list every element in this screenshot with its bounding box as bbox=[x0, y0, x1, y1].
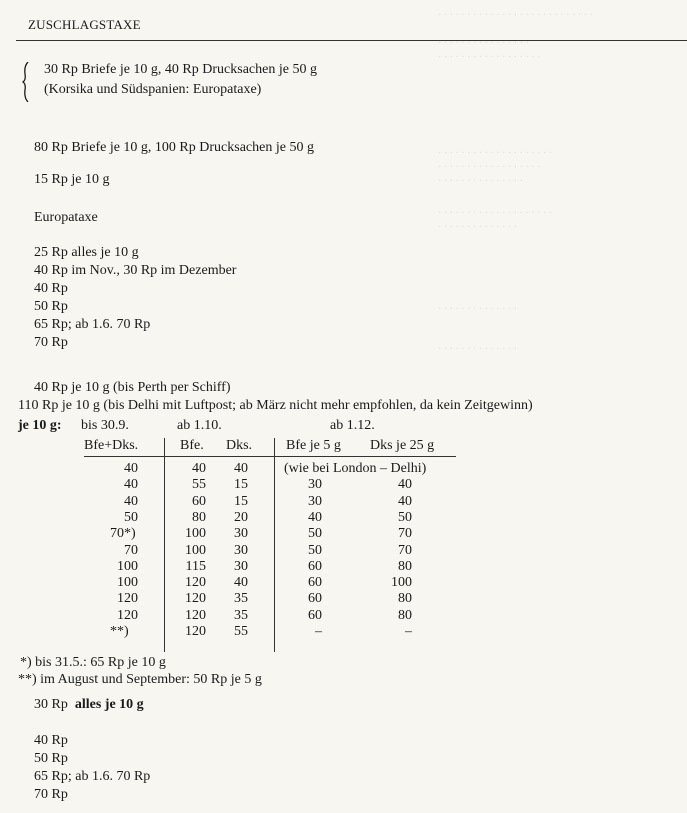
period-label: bis 30.9. bbox=[81, 418, 129, 433]
curly-brace-icon bbox=[22, 62, 30, 102]
table-cell: 50 bbox=[308, 526, 322, 542]
table-cell: 40 bbox=[234, 575, 248, 591]
header-divider bbox=[84, 456, 456, 457]
table-cell: 20 bbox=[234, 509, 248, 525]
table-cell: 100 bbox=[185, 526, 206, 542]
table-cell: 30 bbox=[308, 477, 322, 493]
table-cell: 100 bbox=[117, 558, 138, 574]
block1-line1: 30 Rp Briefe je 10 g, 40 Rp Drucksachen je 50 g bbox=[44, 62, 317, 77]
table-cell: 60 bbox=[308, 591, 322, 607]
table-cell: 55 bbox=[192, 477, 206, 493]
table-cell: 35 bbox=[234, 607, 248, 623]
table-lead: je 10 g: bbox=[18, 418, 62, 433]
table-cell: 40 bbox=[234, 461, 248, 476]
table-cell: **) bbox=[110, 624, 129, 639]
block6-prefix: 30 Rp bbox=[34, 697, 68, 712]
period-label: ab 1.12. bbox=[330, 418, 375, 433]
table-cell: 115 bbox=[185, 558, 206, 574]
table-cell: 40 bbox=[192, 461, 206, 476]
block4-line: 40 Rp bbox=[34, 281, 68, 296]
column-header: Dks. bbox=[226, 438, 253, 453]
table-cell: 100 bbox=[117, 575, 138, 591]
table-cell: 15 bbox=[234, 493, 248, 509]
table-cell: 70 bbox=[124, 542, 138, 558]
table-cell: 50 bbox=[124, 509, 138, 525]
period-label: ab 1.10. bbox=[177, 418, 222, 433]
note-row: (wie bei London – Delhi) bbox=[284, 461, 427, 476]
table-cell: 120 bbox=[185, 624, 206, 639]
table-cell: 60 bbox=[192, 493, 206, 509]
table-cell: 55 bbox=[234, 624, 248, 639]
block2-line: 80 Rp Briefe je 10 g, 100 Rp Drucksachen je 50 g bbox=[34, 140, 314, 155]
table-cell: 120 bbox=[117, 591, 138, 607]
table-cell: 15 bbox=[234, 477, 248, 493]
footnote: *) bis 31.5.: 65 Rp je 10 g bbox=[20, 655, 166, 670]
table-cell: 30 bbox=[308, 493, 322, 509]
block4-line: 40 Rp im Nov., 30 Rp im Dezember bbox=[34, 263, 237, 278]
table-cell: 60 bbox=[308, 575, 322, 591]
column-header: Dks je 25 g bbox=[370, 438, 435, 453]
table-cell: 120 bbox=[117, 607, 138, 623]
column-header: Bfe+Dks. bbox=[84, 438, 139, 453]
block3-line: 15 Rp je 10 g bbox=[34, 172, 110, 187]
table-cell: 60 bbox=[308, 607, 322, 623]
table-cell: 80 bbox=[398, 607, 412, 623]
column-divider bbox=[274, 438, 275, 652]
page-title: ZUSCHLAGSTAXE bbox=[28, 17, 141, 32]
table-cell: 30 bbox=[234, 542, 248, 558]
table-cell: 70*) bbox=[110, 526, 136, 542]
block6-line1 bbox=[34, 697, 144, 713]
column-header: Bfe je 5 g bbox=[286, 438, 341, 453]
block4-line: 25 Rp alles je 10 g bbox=[34, 245, 139, 260]
table-cell: 50 bbox=[308, 542, 322, 558]
block6-line: 50 Rp bbox=[34, 751, 68, 766]
table-cell: 70 bbox=[398, 542, 412, 558]
block4-heading: Europataxe bbox=[34, 210, 98, 225]
table-cell: 100 bbox=[185, 542, 206, 558]
table-cell: – bbox=[315, 624, 322, 639]
table-cell: 80 bbox=[398, 591, 412, 607]
table-cell: 60 bbox=[308, 558, 322, 574]
table-cell: 30 bbox=[234, 558, 248, 574]
block6-bold: alles je 10 g bbox=[74, 697, 144, 712]
table-cell: 40 bbox=[398, 493, 412, 509]
table-cell: 80 bbox=[398, 558, 412, 574]
bleed-through-background: · · · · · · · · · · · · · · · · · · · · · · · · · · · · · · · · · · · · · · · · · · · · · · · · · · · · · · · · · · · · · · · · · · · · · · · · · · · · · · · · · · · · · · · · · · · · · · · · · · · · · · · · · · · · · · · · · · · · · · · · · · · · · · · · · · · · · · · · · · · · · · · · · · · · · · · · · · · · · · · · · · · · · · · · · · · · · · · · bbox=[438, 10, 593, 355]
table-cell: 35 bbox=[234, 591, 248, 607]
table-cell: 120 bbox=[185, 591, 206, 607]
block6-line: 65 Rp; ab 1.6. 70 Rp bbox=[34, 769, 151, 784]
table-cell: 120 bbox=[185, 607, 206, 623]
block5-line2: 110 Rp je 10 g (bis Delhi mit Luftpost; ab März nicht mehr empfohlen, da kein Zeitgewinn) bbox=[18, 398, 533, 413]
table-cell: 100 bbox=[391, 575, 412, 591]
block6-line: 40 Rp bbox=[34, 733, 68, 748]
block4-line: 50 Rp bbox=[34, 299, 68, 314]
table-cell: – bbox=[405, 624, 412, 639]
table-cell: 40 bbox=[124, 493, 138, 509]
block4-line: 65 Rp; ab 1.6. 70 Rp bbox=[34, 317, 151, 332]
table-cell: 80 bbox=[192, 509, 206, 525]
block4-line: 70 Rp bbox=[34, 335, 68, 350]
table-cell: 70 bbox=[398, 526, 412, 542]
table-cell: 30 bbox=[234, 526, 248, 542]
table-cell: 40 bbox=[308, 509, 322, 525]
table-cell: 120 bbox=[185, 575, 206, 591]
title-divider bbox=[16, 40, 687, 41]
block6-line: 70 Rp bbox=[34, 787, 68, 802]
table-cell: 50 bbox=[398, 509, 412, 525]
table-cell: 40 bbox=[124, 477, 138, 493]
block5-line1: 40 Rp je 10 g (bis Perth per Schiff) bbox=[34, 380, 231, 395]
column-header: Bfe. bbox=[180, 438, 204, 453]
footnote: **) im August und September: 50 Rp je 5 g bbox=[18, 672, 262, 687]
column-divider bbox=[164, 438, 165, 652]
table-cell: 40 bbox=[398, 477, 412, 493]
table-cell: 40 bbox=[124, 461, 138, 476]
block1-line2: (Korsika und Südspanien: Europataxe) bbox=[44, 82, 262, 97]
